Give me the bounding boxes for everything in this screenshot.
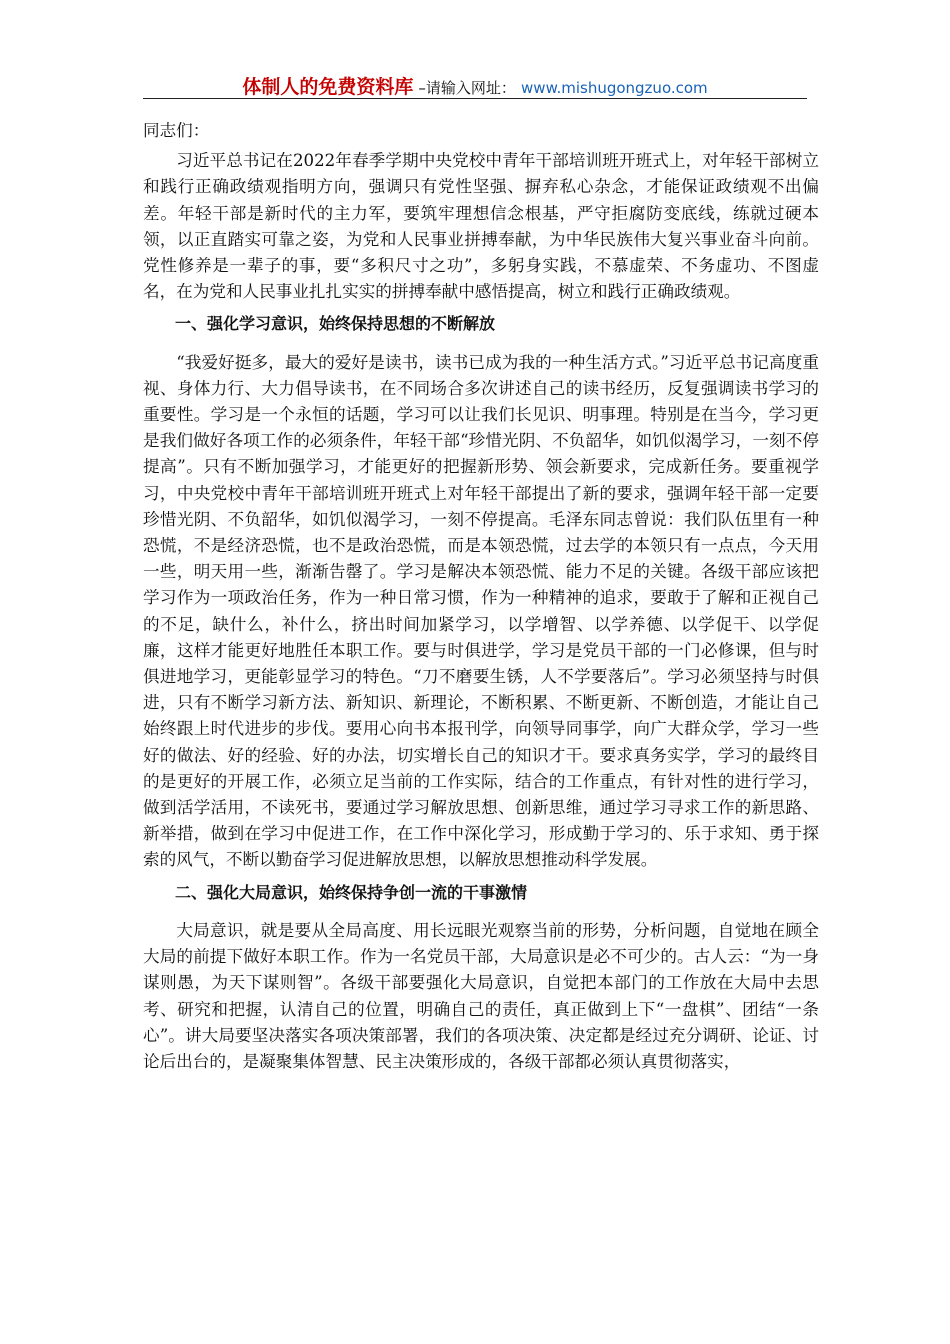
section-1-heading: 一、强化学习意识，始终保持思想的不断解放: [175, 314, 496, 334]
document-body: [143, 118, 819, 1081]
section-1-paragraph: “我爱好挺多，最大的爱好是读书，读书已成为我的一种生活方式。”习近平总书记高度重视、身体力行、大力倡导读书，在不同场合多次讲述自己的读书经历，反复强调读书学习的重要性。学习是一个永恒的话题，学习可以让我们长见识、明事理。特别是在当今，学习更是我们做好各项工作的必须条件，年轻干部“珍惜光阴、不负韶华，如饥似渴学习，一刻不停提高”。只有不断加强学习，才能更好的把握新形势、领会新要求，完成新任务。要重视学习，中央党校中青年干部培训班开班式上对年轻干部提出了新的要求，强调年轻干部一定要珍惜光阴、不负韶华，如饥似渴学习，一刻不停提高。毛泽东同志曾说：我们队伍里有一种恐慌，不是经济恐慌，也不是政治恐慌，而是本领恐慌，过去学的本领只有一点点，今天用一些，明天用一些，渐渐告罄了。学习是解决本领恐慌、能力不足的关键。各级干部应该把学习作为一项政治任务，作为一种日常习惯，作为一种精神的追求，要敢于了解和正视自己的不足，缺什么，补什么，挤出时间加紧学习，以学增智、以学养德、以学促干、以学促廉，这样才能更好地胜任本职工作。要与时俱进学，学习是党员干部的一门必修课，但与时俱进地学习，更能彰显学习的特色。“刀不磨要生锈，人不学要落后”。学习必须坚持与时俱进，只有不断学习新方法、新知识、新理论，不断积累、不断更新、不断创造，才能让自己始终跟上时代进步的步伐。要用心向书本报刊学，向领导同事学，向广大群众学，学习一些好的做法、好的经验、好的办法，切实增长自己的知识才干。要求真务实学，学习的最终目的是更好的开展工作，必须立足当前的工作实际，结合的工作重点，有针对性的进行学习，做到活学活用，不读死书，要通过学习解放思想、创新思维，通过学习寻求工作的新思路、新举措，做到在学习中促进工作，在工作中深化学习，形成勤于学习的、乐于求知、勇于探索的风气，不断以勤奋学习促进解放思想，以解放思想推动科学发展。: [143, 352, 819, 870]
website-link[interactable]: www.mishugongzuo.com: [521, 79, 708, 97]
brand-title: 体制人的免费资料库: [242, 76, 414, 98]
greeting: 同志们：: [143, 121, 210, 140]
page-header: [143, 72, 807, 99]
intro-paragraph: 习近平总书记在2022年春季学期中央党校中青年干部培训班开班式上，对年轻干部树立和践行正确政绩观指明方向，强调只有党性坚强、摒弃私心杂念，才能保证政绩观不出偏差。年轻干部是新时代的主力军，要筑牢理想信念根基，严守拒腐防变底线，练就过硬本领，以正直踏实可靠之姿，为党和人民事业拼搏奉献，为中华民族伟大复兴事业奋斗向前。党性修养是一辈子的事，要“多积尺寸之功”，多躬身实践，不慕虚荣、不务虚功、不图虚名，在为党和人民事业扎扎实实的拼搏奉献中感悟提高，树立和践行正确政绩观。: [143, 151, 819, 302]
url-prompt: –请输入网址：: [418, 79, 516, 97]
section-2-paragraph: 大局意识，就是要从全局高度、用长远眼光观察当前的形势，分析问题，自觉地在顾全大局的前提下做好本职工作。作为一名党员干部，大局意识是必不可少的。古人云：“为一身谋则愚，为天下谋则智”。各级干部要强化大局意识，自觉把本部门的工作放在大局中去思考、研究和把握，认清自己的位置，明确自己的责任，真正做到上下“一盘棋”、团结“一条心”。讲大局要坚决落实各项决策部署，我们的各项决策、决定都是经过充分调研、论证、讨论后出台的，是凝聚集体智慧、民主决策形成的，各级干部都必须认真贯彻落实，: [143, 920, 819, 1071]
section-2-heading: 二、强化大局意识，始终保持争创一流的干事激情: [175, 882, 528, 902]
